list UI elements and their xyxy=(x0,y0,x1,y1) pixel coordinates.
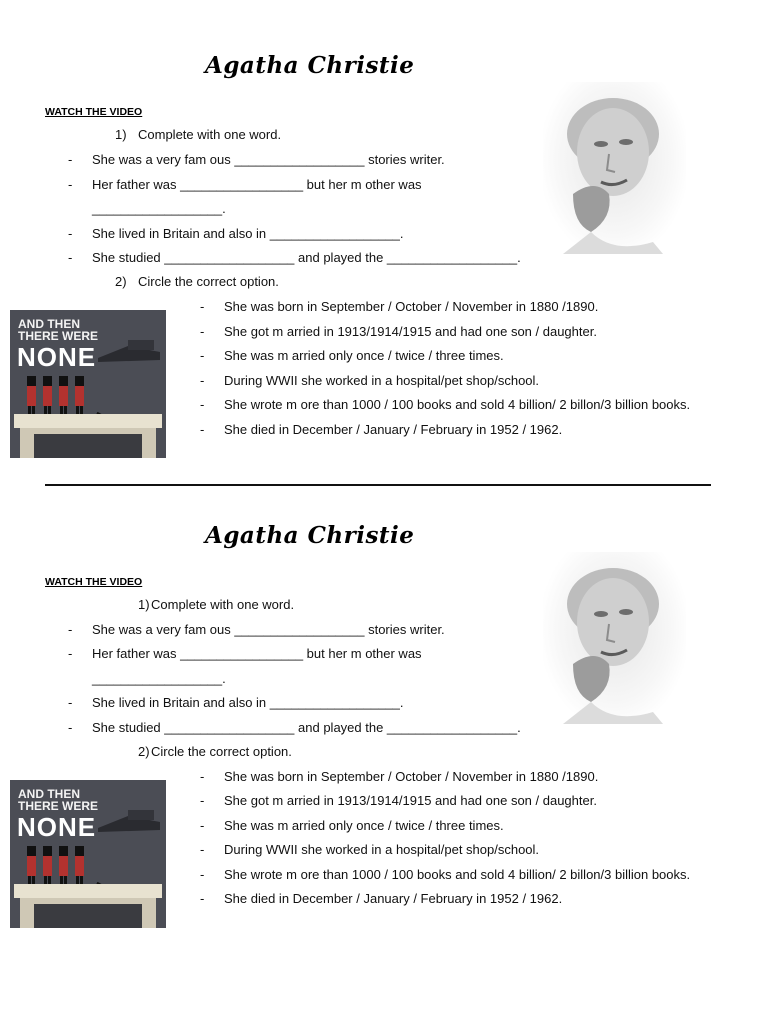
section1-heading: Complete with one word. xyxy=(151,597,295,612)
worksheet-2 xyxy=(0,470,768,940)
option-item-2: She got m arried in 1913/1914/1915 and had one son / daughter. xyxy=(224,324,597,339)
fill-item-4: She studied __________________ and played the __________________. xyxy=(92,250,521,265)
section1-number: 1) xyxy=(138,597,150,612)
worksheet-title: Agatha Christie xyxy=(205,522,415,549)
bullet-dash: - xyxy=(200,373,205,388)
bullet-dash: - xyxy=(200,324,205,339)
section2-heading: Circle the correct option. xyxy=(151,744,292,759)
bullet-dash: - xyxy=(68,177,73,192)
option-item-1: She was born in September / October / November in 1880 /1890. xyxy=(224,769,599,784)
book-cover-image xyxy=(10,310,166,458)
bullet-dash: - xyxy=(200,299,205,314)
book-cover-image xyxy=(10,780,166,928)
fill-item-2: Her father was _________________ but her m other was xyxy=(92,646,422,661)
option-item-4: During WWII she worked in a hospital/pet shop/school. xyxy=(224,373,540,388)
book-cover-title-line1: AND THEN xyxy=(18,787,80,801)
bullet-dash: - xyxy=(68,152,73,167)
option-item-4: During WWII she worked in a hospital/pet shop/school. xyxy=(224,842,540,857)
option-item-3: She was m arried only once / twice / three times. xyxy=(224,348,504,363)
book-cover-title-line3: NONE xyxy=(17,812,97,842)
option-item-2: She got m arried in 1913/1914/1915 and had one son / daughter. xyxy=(224,793,597,808)
bullet-dash: - xyxy=(200,793,205,808)
option-item-5: She wrote m ore than 1000 / 100 books and sold 4 billion/ 2 billon/3 billion books. xyxy=(224,397,691,412)
watch-the-video-label: WATCH THE VIDEO xyxy=(45,106,143,118)
book-cover-title-line2: THERE WERE xyxy=(18,329,99,343)
bullet-dash: - xyxy=(68,226,73,241)
fill-item-2-cont: __________________. xyxy=(92,671,226,686)
bullet-dash: - xyxy=(200,422,205,437)
bullet-dash: - xyxy=(200,769,205,784)
book-cover-title-line3: NONE xyxy=(17,342,97,372)
watch-the-video-label: WATCH THE VIDEO xyxy=(45,576,143,588)
fill-item-1: She was a very fam ous __________________ stories writer. xyxy=(92,622,445,637)
section2-number: 2) xyxy=(138,744,150,759)
author-portrait-image xyxy=(543,82,686,254)
fill-item-3: She lived in Britain and also in __________________. xyxy=(92,695,404,710)
bullet-dash: - xyxy=(200,842,205,857)
bullet-dash: - xyxy=(200,818,205,833)
fill-item-1: She was a very fam ous __________________ stories writer. xyxy=(92,152,445,167)
section2-number: 2) xyxy=(115,274,127,289)
option-item-6: She died in December / January / February in 1952 / 1962. xyxy=(224,422,563,437)
bullet-dash: - xyxy=(200,348,205,363)
bullet-dash: - xyxy=(200,397,205,412)
section1-number: 1) xyxy=(115,127,127,142)
option-item-5: She wrote m ore than 1000 / 100 books and sold 4 billion/ 2 billon/3 billion books. xyxy=(224,867,691,882)
fill-item-3: She lived in Britain and also in __________________. xyxy=(92,226,404,241)
book-cover-title-line1: AND THEN xyxy=(18,317,80,331)
bullet-dash: - xyxy=(68,695,73,710)
worksheet-1 xyxy=(0,0,768,470)
bullet-dash: - xyxy=(200,891,205,906)
bullet-dash: - xyxy=(68,646,73,661)
section2-heading: Circle the correct option. xyxy=(138,274,279,289)
option-item-6: She died in December / January / February in 1952 / 1962. xyxy=(224,891,563,906)
bullet-dash: - xyxy=(200,867,205,882)
bullet-dash: - xyxy=(68,250,73,265)
bullet-dash: - xyxy=(68,720,73,735)
book-cover-title-line2: THERE WERE xyxy=(18,799,99,813)
fill-item-4: She studied __________________ and played the __________________. xyxy=(92,720,521,735)
author-portrait-image xyxy=(543,552,686,724)
bullet-dash: - xyxy=(68,622,73,637)
option-item-3: She was m arried only once / twice / three times. xyxy=(224,818,504,833)
fill-item-2: Her father was _________________ but her m other was xyxy=(92,177,422,192)
section1-heading: Complete with one word. xyxy=(138,127,282,142)
option-item-1: She was born in September / October / November in 1880 /1890. xyxy=(224,299,599,314)
fill-item-2-cont: __________________. xyxy=(92,201,226,216)
worksheet-title: Agatha Christie xyxy=(205,52,415,79)
